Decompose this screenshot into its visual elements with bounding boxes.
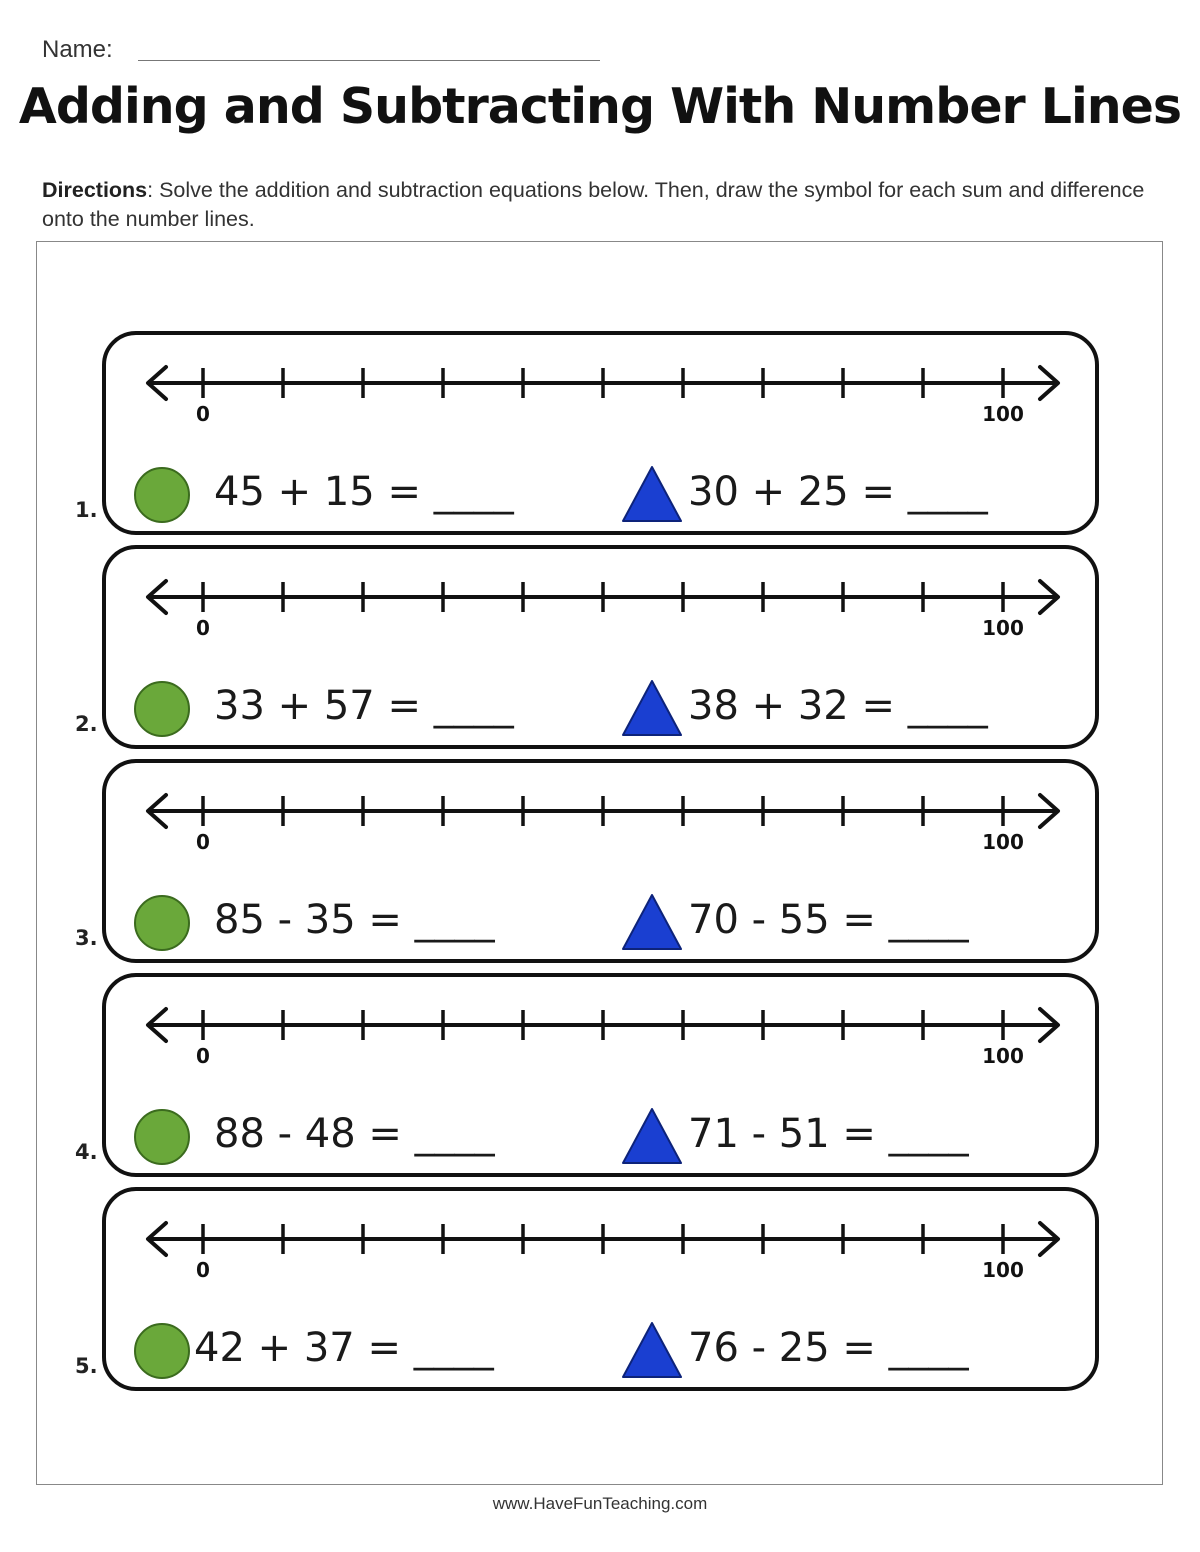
number-line[interactable] (140, 995, 1070, 1075)
triangle-equation[interactable]: 76 - 25 = ____ (688, 1325, 969, 1371)
blue-triangle-icon (621, 465, 683, 523)
problem-number: 2. (75, 712, 98, 736)
problem-card (102, 759, 1099, 963)
circle-equation[interactable]: 45 + 15 = ____ (214, 469, 514, 515)
start-label: 0 (196, 1044, 210, 1068)
problem-number: 5. (75, 1354, 98, 1378)
blue-triangle-icon (621, 1321, 683, 1379)
start-label: 0 (196, 402, 210, 426)
number-line[interactable] (140, 353, 1070, 433)
problem-card (102, 545, 1099, 749)
triangle-equation[interactable]: 30 + 25 = ____ (688, 469, 988, 515)
green-circle-icon (134, 895, 190, 951)
start-label: 0 (196, 830, 210, 854)
directions-label: Directions (42, 178, 148, 202)
directions-text: : Solve the addition and subtraction equations below. Then, draw the symbol for each sum and difference onto the number lines. (42, 178, 1145, 231)
end-label: 100 (982, 402, 1024, 426)
problem-number: 1. (75, 498, 98, 522)
triangle-equation[interactable]: 70 - 55 = ____ (688, 897, 969, 943)
end-label: 100 (982, 1258, 1024, 1282)
number-line[interactable] (140, 1209, 1070, 1289)
green-circle-icon (134, 681, 190, 737)
page-title: Adding and Subtracting With Number Lines (18, 78, 1182, 135)
green-circle-icon (134, 467, 190, 523)
problem-number: 4. (75, 1140, 98, 1164)
number-line[interactable] (140, 781, 1070, 861)
circle-equation[interactable]: 85 - 35 = ____ (214, 897, 495, 943)
end-label: 100 (982, 830, 1024, 854)
circle-equation[interactable]: 33 + 57 = ____ (214, 683, 514, 729)
end-label: 100 (982, 1044, 1024, 1068)
triangle-equation[interactable]: 38 + 32 = ____ (688, 683, 988, 729)
green-circle-icon (134, 1109, 190, 1165)
blue-triangle-icon (621, 1107, 683, 1165)
blue-triangle-icon (621, 679, 683, 737)
problem-card (102, 331, 1099, 535)
problem-card (102, 973, 1099, 1177)
start-label: 0 (196, 616, 210, 640)
end-label: 100 (982, 616, 1024, 640)
start-label: 0 (196, 1258, 210, 1282)
triangle-equation[interactable]: 71 - 51 = ____ (688, 1111, 969, 1157)
circle-equation[interactable]: 88 - 48 = ____ (214, 1111, 495, 1157)
problem-number: 3. (75, 926, 98, 950)
green-circle-icon (134, 1323, 190, 1379)
name-label: Name: (42, 36, 113, 63)
blue-triangle-icon (621, 893, 683, 951)
problem-card (102, 1187, 1099, 1391)
directions (42, 176, 1152, 234)
footer-website: www.HaveFunTeaching.com (492, 1494, 708, 1513)
name-line[interactable] (138, 60, 600, 61)
circle-equation[interactable]: 42 + 37 = ____ (194, 1325, 494, 1371)
number-line[interactable] (140, 567, 1070, 647)
